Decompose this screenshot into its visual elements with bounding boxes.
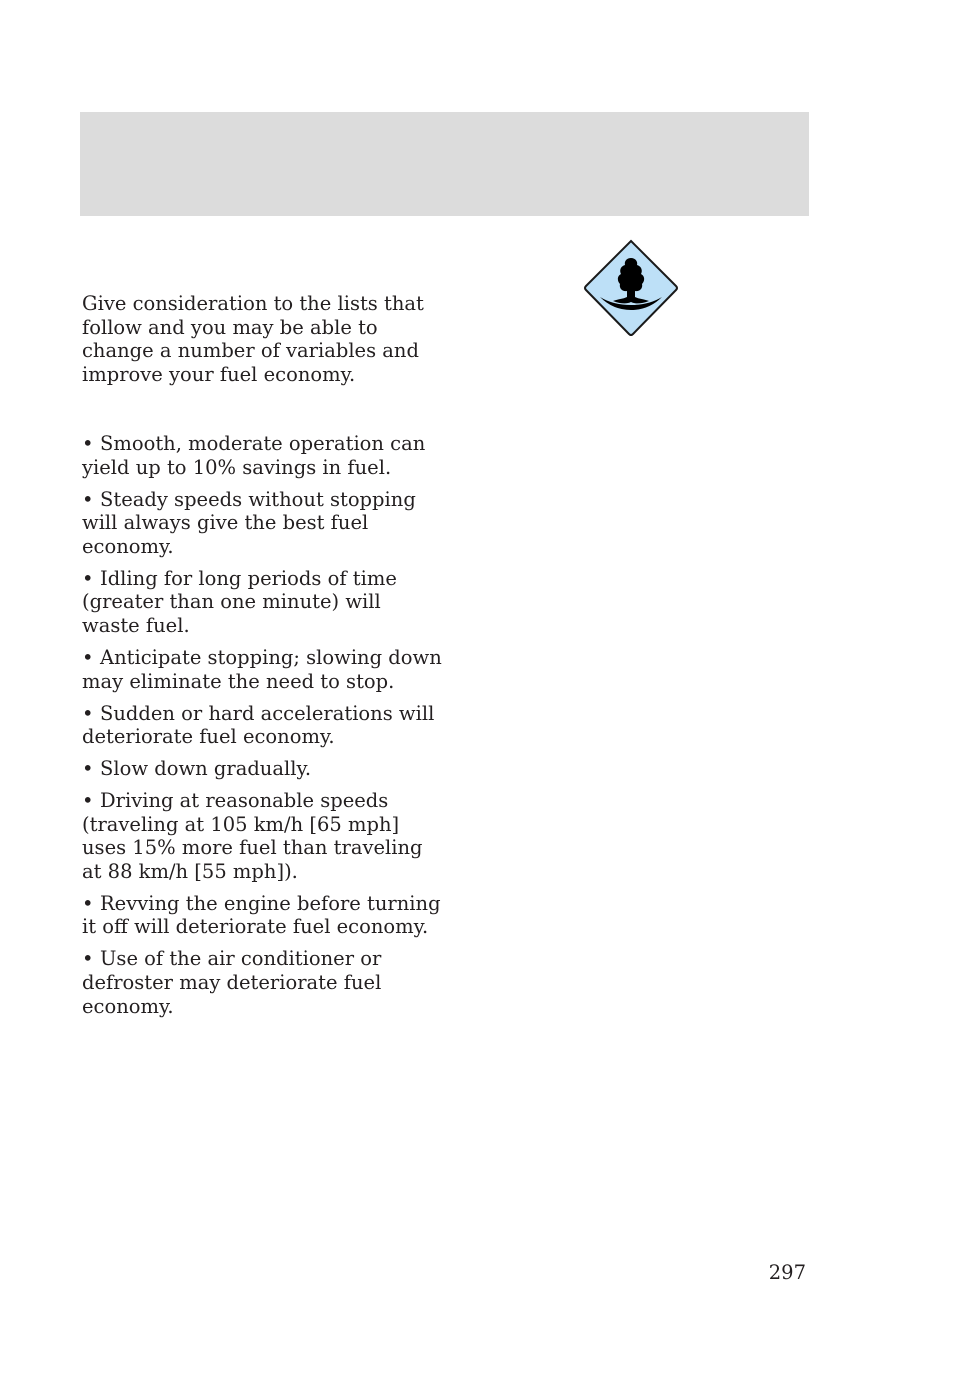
list-item [82,702,442,749]
list-item [82,567,442,638]
bullet-marker: • [82,487,94,511]
list-item [82,947,442,1018]
bullet-marker: • [82,566,94,590]
tip-text: Anticipate stopping; slowing down may eliminate the need to stop. [82,645,442,693]
tip-text: Revving the engine before turning it off will deteriorate fuel economy. [82,891,441,939]
list-item [82,757,442,781]
list-item [82,432,442,479]
tip-text: Idling for long periods of time (greater than one minute) will waste fuel. [82,566,397,637]
tip-text: Smooth, moderate operation can yield up to 10% savings in fuel. [82,432,426,479]
bullet-marker: • [82,789,94,813]
tip-text: Driving at reasonable speeds (traveling at 105 km/h [65 mph] uses 15% more fuel than traveling at 88 km/h [55 mph]). [82,789,423,883]
tip-text: Sudden or hard accelerations will deteriorate fuel economy. [82,701,435,749]
intro-paragraph: Give consideration to the lists that follow and you may be able to change a number of variables and improve your fuel economy. [82,292,424,386]
list-item [82,646,442,693]
fuel-economy-tips-list [82,432,442,1027]
bullet-marker: • [82,432,94,455]
bullet-marker: • [82,891,94,915]
bullet-marker: • [82,701,94,725]
tip-text: Slow down gradually. [100,757,312,781]
bullet-marker: • [82,645,94,669]
list-item [82,789,442,883]
list-item [82,892,442,939]
tip-text: Steady speeds without stopping will always give the best fuel economy. [82,487,416,558]
bullet-marker: • [82,757,94,781]
environment-tree-icon [583,239,679,337]
header-band [80,112,809,216]
tip-text: Use of the air conditioner or defroster may deteriorate fuel economy. [82,947,382,1018]
bullet-marker: • [82,947,94,971]
page-number: 297 [768,1261,806,1284]
list-item [82,488,442,559]
